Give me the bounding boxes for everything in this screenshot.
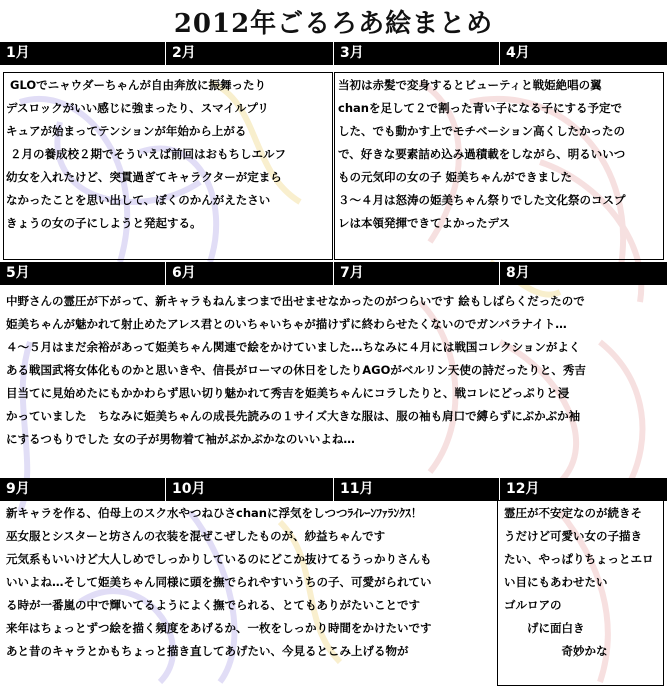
month-label-oct: 10月 <box>172 481 206 497</box>
month-label-apr: 4月 <box>506 45 530 61</box>
text-line: ゴルロアの <box>504 598 562 612</box>
text-line: いいよね…そして姫美ちゃん同様に頭を撫でられやすいうちの子、可愛がられてい <box>6 575 432 589</box>
text-line: 新キャラを作る、伯母上のスク水やつねひさchanに浮気をしつつﾗｲﾚｰﾝﾌｧﾗﾝｸｽ！ <box>6 506 423 520</box>
text-line: 霊圧が不安定なのが続きそ <box>504 506 642 520</box>
month-label-feb: 2月 <box>172 45 196 61</box>
month-label-jun: 6月 <box>172 265 196 281</box>
text-line: ３～４月は怒涛の姫美ちゃん祭りでした文化祭のコスプ <box>338 193 626 207</box>
text-line: chanを足して２で割った青い子になる子にする予定で <box>338 101 622 115</box>
month-label-jul: 7月 <box>340 265 364 281</box>
text-line: 姫美ちゃんが魅かれて射止めたアレス君とのいちゃいちゃが描けずに終わらせたくないのでガンバラナイト… <box>6 317 567 331</box>
text-line: で、好きな要素詰め込み過積載をしながら、明るいいつ <box>338 147 626 161</box>
text-line: かっていました ちなみに姫美ちゃんの成長先読みの１サイズ大きな服は、服の袖も肩口で縛らずにぶかぶか袖 <box>6 409 581 423</box>
text-line: たい、やっぱりちょっとエロ <box>504 552 654 566</box>
text-line: ２月の養成校２期でそういえば前回はおもちしエルフ <box>10 147 286 161</box>
month-label-aug: 8月 <box>506 265 530 281</box>
text-line: なかったことを思い出して、ぼくのかんがえたさい <box>6 193 271 207</box>
text-line: にするつもりでした 女の子が男物着て袖がぶかぶかなのいいよね… <box>6 432 355 446</box>
text-line: ４～５月はまだ余裕があって姫美ちゃん関連で絵をかけていました…ちなみに４月には戦国コレクションがよく <box>6 340 581 354</box>
text-line: きょうの女の子にしようと発起する。 <box>6 216 202 230</box>
text-line: もの元気印の女の子 姫美ちゃんができました <box>338 170 573 184</box>
text-line: 元気系もいいけど大人しめでしっかりしているのにどこか抜けてるうっかりさんも <box>6 552 432 566</box>
text-line: ある戦国武将女体化ものかと思いきや、信長がローマの休日をしたりAGOがベルリン天使の詩だったりと、秀吉 <box>6 363 586 377</box>
month-label-nov: 11月 <box>340 481 374 497</box>
text-line: 中野さんの霊圧が下がって、新キャラもねんまつまで出せませなかったのがつらいです 絵もしばらくだったので <box>6 294 585 308</box>
text-line: 来年はちょっとずつ絵を描く頻度をあげるか、一枚をしっかり時間をかけたいです <box>6 621 432 635</box>
text-line: キュアが始まってテンションが年始から上がる <box>6 124 247 138</box>
text-line: うだけど可愛い女の子描き <box>504 529 642 543</box>
text-line: 当初は赤髪で変身するとビューティと戦姫絶唱の翼 <box>338 78 602 92</box>
month-label-sep: 9月 <box>6 481 30 497</box>
text-line: した、でも動かす上でモチベーション高くしたかったの <box>338 124 626 138</box>
text-line: げに面白き <box>504 621 585 635</box>
month-label-mar: 3月 <box>340 45 364 61</box>
month-bar-row1 <box>0 42 667 65</box>
text-line: レは本領発揮できてよかったデス <box>338 216 511 230</box>
month-label-jan: 1月 <box>6 45 30 61</box>
text-line: デスロックがいい感じに強まったり、スマイルプリ <box>6 101 269 115</box>
month-bar-row3 <box>0 478 667 501</box>
month-bar-row2 <box>0 262 667 285</box>
month-label-may: 5月 <box>6 265 30 281</box>
text-line: 幼女を入れたけど、突貫過ぎてキャラクターが定まら <box>6 170 282 184</box>
text-line: 巫女服とシスターと坊さんの衣装を混ぜこぜしたものが、紗益ちゃんです <box>6 529 386 543</box>
text-line: 奇妙かな <box>504 644 608 658</box>
page-title: 2012年ごるろあ絵まとめ <box>173 8 494 39</box>
text-line: GLOでニャウダーちゃんが自由奔放に振舞ったり <box>10 78 267 92</box>
text-line: る時が一番嵐の中で輝いてるようによく撫でられる、とてもありがたいことです <box>6 598 420 612</box>
month-label-dec: 12月 <box>506 481 540 497</box>
text-line: 目当てに見始めたにもかかわらず思い切り魅かれて秀吉を姫美ちゃんにコラしたりと、戦コレにどっぷりと浸 <box>6 386 570 400</box>
text-line: い目にもあわせたい <box>504 575 608 589</box>
text-line: あと昔のキャラとかもちょっと描き直してあげたい、今見るとこみ上げる物が <box>6 644 409 658</box>
